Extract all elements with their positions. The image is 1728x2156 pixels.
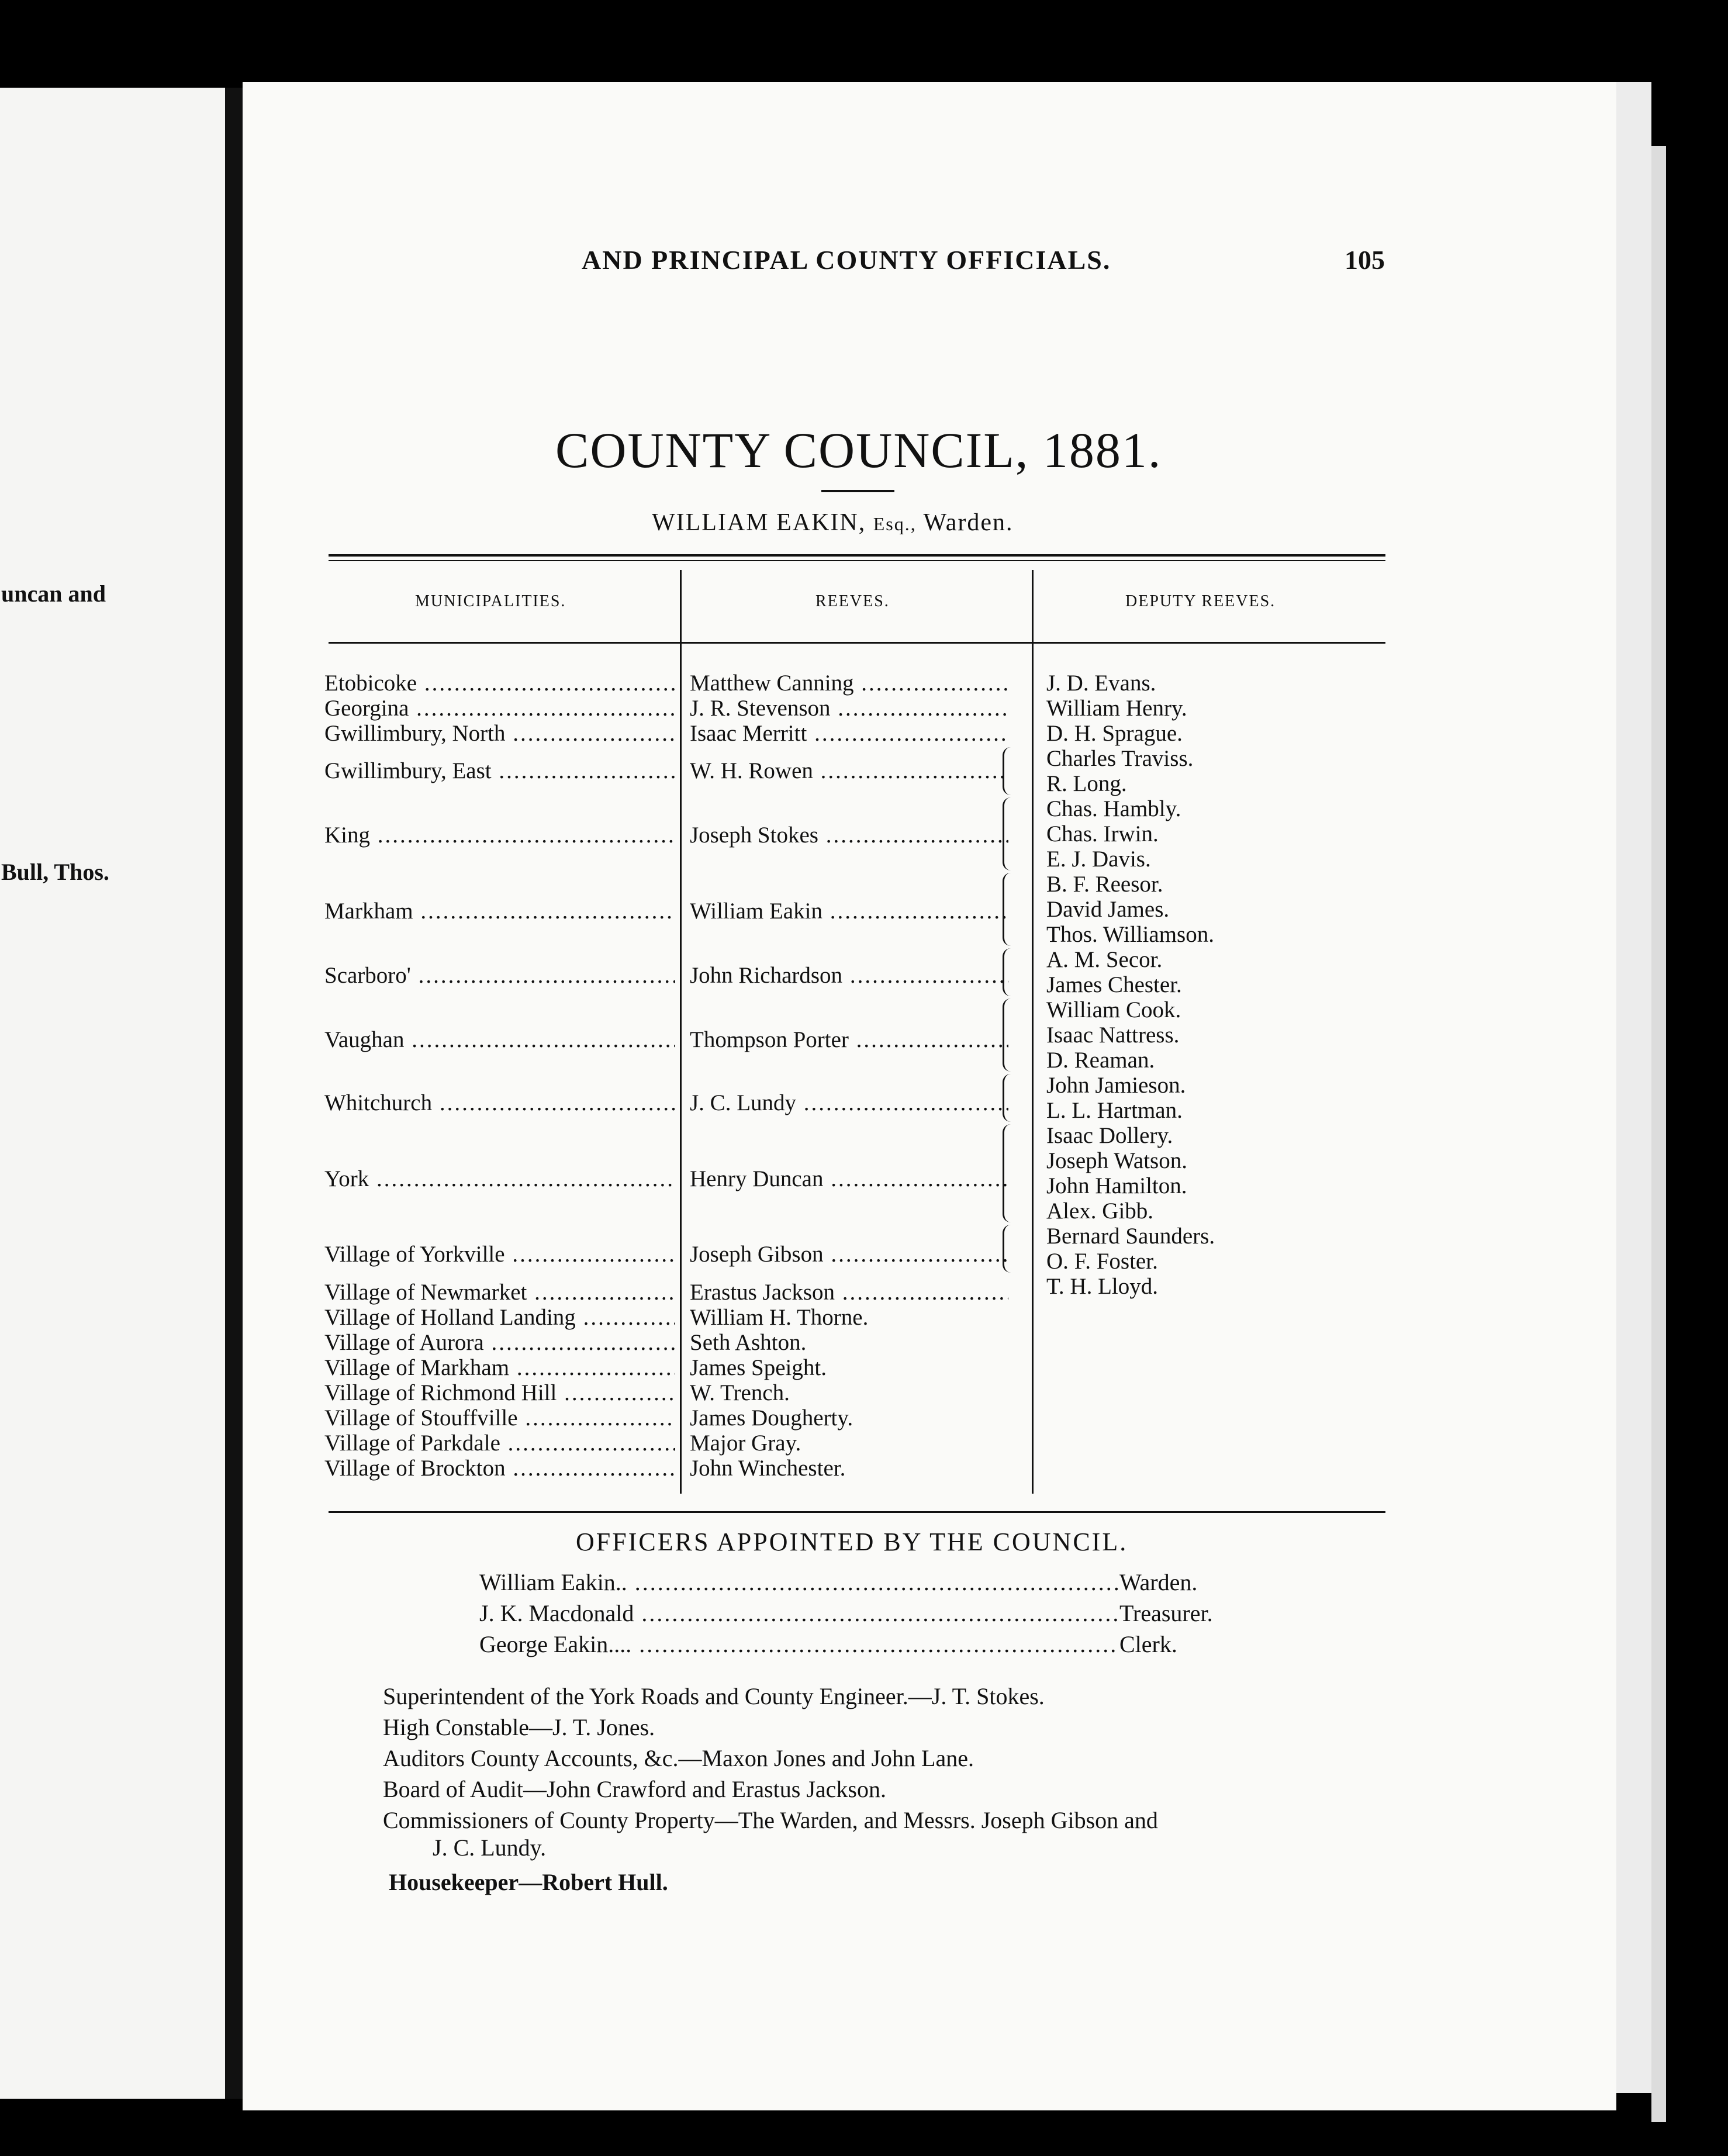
deputy-reeve: Alex. Gibb. bbox=[1046, 1198, 1154, 1224]
officer-role: Treasurer. bbox=[1119, 1600, 1213, 1626]
warden-honorific: Esq., bbox=[873, 513, 917, 534]
deputy-reeve: William Henry. bbox=[1046, 696, 1187, 721]
column-divider bbox=[680, 570, 682, 1494]
reeve-cell: William H. Thorne. bbox=[690, 1305, 869, 1330]
deputy-reeve: A. M. Secor. bbox=[1046, 947, 1163, 972]
municipality-cell: Etobicoke ..... bbox=[324, 670, 675, 696]
officer-name: J. K. Macdonald ..... bbox=[479, 1599, 1119, 1627]
officer-name: George Eakin.... ..... bbox=[479, 1630, 1119, 1658]
reeve-cell: J. C. Lundy ..... bbox=[690, 1090, 1008, 1116]
deputy-reeve: L. L. Hartman. bbox=[1046, 1098, 1183, 1123]
warden-line bbox=[652, 509, 1014, 537]
municipality-cell: York ..... bbox=[324, 1166, 675, 1192]
officer-role: Clerk. bbox=[1119, 1631, 1177, 1657]
reeve-cell: Isaac Merritt ..... bbox=[690, 720, 1008, 747]
warden-name: WILLIAM EAKIN, bbox=[652, 509, 866, 536]
deputy-reeve: Isaac Dollery. bbox=[1046, 1123, 1173, 1148]
municipality-cell: Scarboro' ..... bbox=[324, 962, 675, 989]
deputy-reeve: Thos. Williamson. bbox=[1046, 922, 1214, 947]
table-top-rule bbox=[329, 554, 1385, 557]
deputy-reeve: David James. bbox=[1046, 897, 1170, 922]
note-line: High Constable—J. T. Jones. bbox=[383, 1714, 655, 1740]
deputy-reeve: John Jamieson. bbox=[1046, 1073, 1186, 1098]
municipality-cell: King ..... bbox=[324, 822, 675, 848]
page-number: 105 bbox=[1345, 245, 1385, 275]
note-line: Commissioners of County Property—The Warden, and Messrs. Joseph Gibson and bbox=[383, 1807, 1158, 1833]
municipality-cell: Village of Markham ..... bbox=[324, 1355, 675, 1381]
reeve-cell: Erastus Jackson ..... bbox=[690, 1279, 1008, 1305]
column-header-reeves: REEVES. bbox=[815, 592, 890, 610]
title-rule bbox=[821, 490, 894, 492]
book-gutter bbox=[225, 88, 243, 2099]
left-facing-page bbox=[0, 88, 225, 2099]
municipality-cell: Vaughan ..... bbox=[324, 1027, 675, 1053]
reeve-cell: James Speight. bbox=[690, 1355, 827, 1380]
municipality-cell: Village of Richmond Hill ..... bbox=[324, 1380, 675, 1406]
deputy-reeve: John Hamilton. bbox=[1046, 1173, 1187, 1198]
column-header-deputy-reeves: DEPUTY REEVES. bbox=[1125, 592, 1276, 610]
note-line: Superintendent of the York Roads and County Engineer.—J. T. Stokes. bbox=[383, 1683, 1045, 1709]
deputy-reeve: William Cook. bbox=[1046, 997, 1181, 1022]
deputy-group-brace bbox=[1003, 1074, 1016, 1122]
deputy-reeve: R. Long. bbox=[1046, 771, 1127, 796]
deputy-group-brace bbox=[1003, 1124, 1016, 1222]
page-title: COUNTY COUNCIL, 1881. bbox=[555, 422, 1162, 478]
municipality-cell: Whitchurch ..... bbox=[324, 1090, 675, 1116]
officer-name: William Eakin.. ..... bbox=[479, 1568, 1119, 1596]
left-page-fragment: Bull, Thos. bbox=[1, 859, 109, 885]
reeve-cell: Joseph Gibson ..... bbox=[690, 1241, 1008, 1267]
page-edge bbox=[1651, 146, 1666, 2122]
deputy-reeve: Isaac Nattress. bbox=[1046, 1022, 1180, 1048]
reeve-cell: Thompson Porter ..... bbox=[690, 1027, 1008, 1053]
reeve-cell: W. H. Rowen ..... bbox=[690, 758, 1008, 784]
warden-role: Warden. bbox=[923, 509, 1014, 536]
deputy-reeve: Bernard Saunders. bbox=[1046, 1224, 1215, 1249]
note-line: Auditors County Accounts, &c.—Maxon Jones and John Lane. bbox=[383, 1745, 974, 1771]
deputy-reeve: Chas. Hambly. bbox=[1046, 796, 1181, 821]
column-header-municipalities: MUNICIPALITIES. bbox=[415, 592, 566, 610]
reeve-cell: James Dougherty. bbox=[690, 1405, 853, 1431]
reeve-cell: Matthew Canning ..... bbox=[690, 670, 1008, 696]
reeve-cell: Seth Ashton. bbox=[690, 1330, 807, 1355]
reeve-cell: John Richardson ..... bbox=[690, 962, 1008, 989]
municipality-cell: Gwillimbury, East ..... bbox=[324, 758, 675, 784]
reeve-cell: Henry Duncan ..... bbox=[690, 1166, 1008, 1192]
municipality-cell: Village of Brockton ..... bbox=[324, 1455, 675, 1481]
page-edge bbox=[1616, 82, 1651, 2093]
reeve-cell: W. Trench. bbox=[690, 1380, 790, 1405]
reeve-cell: Joseph Stokes ..... bbox=[690, 822, 1008, 848]
left-page-fragment: uncan and bbox=[1, 581, 106, 607]
table-bottom-rule bbox=[329, 1511, 1385, 1513]
municipality-cell: Village of Aurora ..... bbox=[324, 1329, 675, 1356]
deputy-reeve: E. J. Davis. bbox=[1046, 846, 1151, 872]
deputy-reeve: D. Reaman. bbox=[1046, 1048, 1155, 1073]
municipality-cell: Markham ..... bbox=[324, 898, 675, 924]
deputy-reeve: Joseph Watson. bbox=[1046, 1148, 1187, 1173]
note-line: J. C. Lundy. bbox=[433, 1834, 547, 1861]
column-divider bbox=[1032, 570, 1034, 1494]
municipality-cell: Village of Yorkville ..... bbox=[324, 1241, 675, 1267]
deputy-reeve: D. H. Sprague. bbox=[1046, 721, 1183, 746]
deputy-reeve: B. F. Reesor. bbox=[1046, 872, 1163, 897]
municipality-cell: Gwillimbury, North ..... bbox=[324, 720, 675, 747]
reeve-cell: William Eakin ..... bbox=[690, 898, 1008, 924]
reeve-cell: John Winchester. bbox=[690, 1456, 846, 1481]
table-header-rule bbox=[329, 642, 1385, 644]
deputy-reeve: T. H. Lloyd. bbox=[1046, 1274, 1159, 1299]
officer-role: Warden. bbox=[1119, 1569, 1198, 1595]
reeve-cell: J. R. Stevenson ..... bbox=[690, 695, 1008, 721]
deputy-group-brace bbox=[1003, 747, 1016, 795]
deputy-group-brace bbox=[1003, 948, 1016, 996]
deputy-group-brace bbox=[1003, 998, 1016, 1072]
running-head: AND PRINCIPAL COUNTY OFFICIALS. bbox=[582, 245, 1111, 275]
deputy-reeve: James Chester. bbox=[1046, 972, 1182, 997]
note-line: Housekeeper—Robert Hull. bbox=[389, 1869, 668, 1895]
deputy-reeve: Chas. Irwin. bbox=[1046, 821, 1159, 846]
municipality-cell: Village of Stouffville ..... bbox=[324, 1405, 675, 1431]
municipality-cell: Village of Parkdale ..... bbox=[324, 1430, 675, 1456]
deputy-group-brace bbox=[1003, 873, 1016, 946]
deputy-group-brace bbox=[1003, 797, 1016, 870]
deputy-reeve: J. D. Evans. bbox=[1046, 671, 1156, 696]
reeve-cell: Major Gray. bbox=[690, 1431, 801, 1456]
municipality-cell: Georgina ..... bbox=[324, 695, 675, 721]
note-line: Board of Audit—John Crawford and Erastus Jackson. bbox=[383, 1776, 886, 1802]
municipality-cell: Village of Holland Landing ..... bbox=[324, 1304, 675, 1331]
deputy-group-brace bbox=[1003, 1225, 1016, 1273]
table-top-rule bbox=[329, 560, 1385, 561]
deputy-reeve: Charles Traviss. bbox=[1046, 746, 1194, 771]
municipality-cell: Village of Newmarket ..... bbox=[324, 1279, 675, 1305]
deputy-reeve: O. F. Foster. bbox=[1046, 1249, 1158, 1274]
officers-heading: OFFICERS APPOINTED BY THE COUNCIL. bbox=[576, 1528, 1128, 1556]
